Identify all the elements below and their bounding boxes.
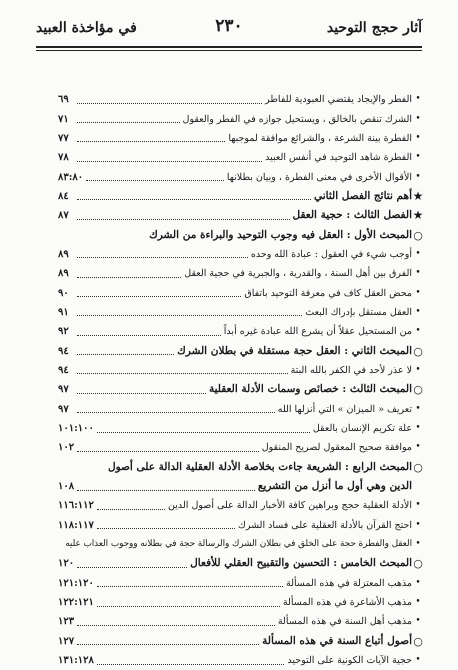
- toc-entry: [58, 535, 424, 554]
- toc-entry: [58, 380, 424, 399]
- toc-entry-title: الفطرة شاهد التوحيد في أنفس العبيد: [265, 152, 412, 164]
- dot-bullet-icon: •: [415, 655, 421, 666]
- dot-leader: [97, 605, 280, 607]
- toc-entry-page: ٩٤: [58, 345, 69, 357]
- dot-leader: [77, 295, 241, 297]
- dot-leader: [77, 624, 275, 626]
- toc-entry-title: محض العقل كاف في معرفة التوحيد باتفاق: [244, 287, 412, 299]
- toc-entry-page: ١٠٨: [58, 481, 75, 493]
- toc-entry-page: ١٢٧: [58, 635, 75, 647]
- header-divider-thin: [36, 50, 422, 51]
- dot-leader: [77, 218, 290, 220]
- dot-leader: [86, 179, 224, 181]
- toc-entry-title: المبحث الرابع : الشريعة جاءت بخلاصة الأدلة العقلية الدالة على أصول: [107, 460, 412, 473]
- dot-leader: [77, 450, 259, 452]
- toc-entry: [58, 400, 424, 419]
- toc-entry-title: أصول أتباع السنة في هذه المسألة: [262, 634, 412, 647]
- toc-entry-title: مذهب المعتزلة في هذه المسألة: [285, 577, 412, 589]
- dot-bullet-icon: •: [415, 132, 421, 143]
- dot-bullet-icon: •: [415, 326, 421, 337]
- toc-entry: [58, 129, 424, 148]
- toc-entry: [58, 187, 424, 206]
- dot-leader: [77, 372, 288, 374]
- toc-entry-title: الدين وهي أول ما أنزل من التشريع: [257, 480, 412, 493]
- dot-leader: [77, 392, 206, 394]
- toc-entry-title: الفصل الثالث : حجية العقل: [292, 209, 412, 222]
- toc-entry-title: الفطر والإيجاد يقتضي العبودية للفاطر: [265, 94, 412, 106]
- toc-entry-page: ١١٦:١١٢: [58, 500, 94, 512]
- toc-entry-title: موافقة صحيح المعقول لصريح المنقول: [261, 442, 412, 454]
- dot-bullet-icon: •: [415, 423, 421, 434]
- dot-bullet-icon: •: [415, 306, 421, 317]
- dot-bullet-icon: •: [415, 577, 421, 588]
- toc-entry: [58, 612, 424, 631]
- toc-entry-title: حجية الآيات الكونية على التوحيد: [287, 655, 412, 667]
- dot-bullet-icon: •: [415, 268, 421, 279]
- star-bullet-icon: ★: [412, 208, 424, 223]
- circle-bullet-icon: ○: [413, 557, 423, 571]
- toc-entry: [58, 90, 424, 109]
- toc-entry-page: ٨٩: [58, 268, 69, 280]
- circle-bullet-icon: ○: [413, 344, 423, 358]
- toc-entry-page: ١٣١:١٢٨: [58, 655, 94, 667]
- toc-entry-page: ١١٨:١١٧: [58, 519, 94, 531]
- dot-leader: [77, 276, 181, 278]
- toc-entry-title: الأدلة العقلية حجج وبراهين كافة الأخبار الدالة على أصول الدين: [168, 500, 412, 512]
- dot-bullet-icon: •: [415, 597, 421, 608]
- toc-entry-page: ٨٩: [58, 248, 69, 260]
- toc-entry-page: ٩١: [58, 306, 69, 318]
- toc-entry-title: المبحث الخامس : التحسين والتقبيح العقلي للأفعال: [190, 557, 412, 570]
- toc-entry-page: ٨٤: [58, 190, 69, 202]
- dot-bullet-icon: •: [415, 94, 421, 105]
- toc-entry-page: ٩٠: [58, 287, 69, 299]
- dot-leader: [77, 198, 311, 200]
- toc-entry: [58, 206, 424, 225]
- circle-bullet-icon: ○: [413, 460, 423, 474]
- toc-entry-page: ٩٧: [58, 384, 69, 396]
- dot-leader: [97, 663, 284, 665]
- dot-bullet-icon: •: [415, 442, 421, 453]
- dot-leader: [77, 314, 302, 316]
- toc-entry-title: علة تكريم الإنسان بالعقل: [312, 423, 412, 435]
- dot-leader: [97, 585, 283, 587]
- toc-entry-title: مذهب أهل السنة في هذه المسألة: [277, 616, 412, 628]
- dot-leader: [77, 643, 259, 645]
- dot-leader: [97, 527, 235, 529]
- toc-entry-page: ٨٧: [58, 210, 69, 222]
- toc-entry-page: ١٠١:١٠٠: [58, 423, 94, 435]
- toc-entry: [58, 554, 424, 573]
- toc-entry-title: مذهب الأشاعرة في هذه المسألة: [282, 597, 412, 609]
- dot-leader: [97, 508, 165, 510]
- toc-entry: [58, 322, 424, 341]
- toc-entry-title: الأقوال الأخرى في معنى الفطرة ، وبيان بطلانها: [226, 171, 412, 183]
- toc-entry-page: ٧٧: [58, 132, 69, 144]
- toc-entry: [58, 632, 424, 651]
- toc-entry-title: المبحث الأول : العقل فيه وجوب التوحيد والبراءة من الشرك: [149, 228, 412, 241]
- header-divider: [36, 46, 422, 48]
- toc-entry: [58, 477, 424, 496]
- toc-entry-title: أهم نتائج الفصل الثاني: [313, 189, 412, 202]
- dot-leader: [77, 256, 248, 258]
- toc-entry-page: ٩٧: [58, 403, 69, 415]
- dot-bullet-icon: •: [415, 171, 421, 182]
- dot-leader: [77, 353, 174, 355]
- toc-entry-title: تعريف « الميزان » التي أنزلها الله: [277, 403, 412, 415]
- dot-bullet-icon: •: [415, 616, 421, 627]
- toc-entry: [58, 245, 424, 264]
- toc-entry: [58, 148, 424, 167]
- toc-entry: [58, 264, 424, 283]
- dot-leader: [77, 140, 225, 142]
- dot-bullet-icon: •: [415, 287, 421, 298]
- toc-entry: [58, 225, 424, 244]
- toc-entry-page: ٦٩: [58, 94, 69, 106]
- dot-bullet-icon: •: [415, 539, 421, 550]
- star-bullet-icon: ★: [412, 188, 424, 203]
- dot-bullet-icon: •: [415, 364, 421, 375]
- dot-bullet-icon: •: [415, 500, 421, 511]
- toc-entry: [58, 303, 424, 322]
- circle-bullet-icon: ○: [413, 228, 423, 242]
- dot-bullet-icon: •: [415, 519, 421, 530]
- toc-entry-page: ١٢٠: [58, 558, 75, 570]
- toc-entry: [58, 167, 424, 186]
- toc-entry: [58, 341, 424, 360]
- running-title-left: في مؤاخذة العبيد: [36, 20, 137, 36]
- dot-leader: [77, 121, 180, 123]
- toc-entry-page: ٧٨: [58, 152, 69, 164]
- toc-entry-title: احتج القرآن بالأدلة العقلية على فساد الشرك: [238, 519, 412, 531]
- page-number: ٢٣٠: [215, 16, 243, 36]
- dot-bullet-icon: •: [415, 152, 421, 163]
- toc-entry-title: الفرق بين أهل السنة ، والقدرية ، والجبرية في حجية العقل: [184, 268, 412, 280]
- toc-entry-page: ٩٢: [58, 326, 69, 338]
- toc-entry-title: المبحث الثالث : خصائص وسمات الأدلة العقلية: [208, 383, 412, 396]
- circle-bullet-icon: ○: [413, 383, 423, 397]
- toc-entry-page: ٨٣:٨٠: [58, 171, 84, 183]
- toc-entry: [58, 361, 424, 380]
- toc-entry-page: ٧١: [58, 113, 69, 125]
- dot-leader: [77, 566, 187, 568]
- dot-leader: [97, 431, 310, 433]
- table-of-contents: [58, 90, 424, 667]
- toc-entry-page: ٩٤: [58, 364, 69, 376]
- toc-entry: [58, 593, 424, 612]
- circle-bullet-icon: ○: [413, 634, 423, 648]
- page-header: [36, 14, 422, 44]
- toc-entry-page: ١٢٢:١٢١: [58, 597, 94, 609]
- dot-leader: [77, 160, 262, 162]
- toc-entry: [58, 109, 424, 128]
- toc-entry: [58, 419, 424, 438]
- toc-entry: [58, 574, 424, 593]
- toc-entry-page: ١٢٣: [58, 616, 75, 628]
- dot-leader: [77, 489, 255, 491]
- toc-entry: [58, 438, 424, 457]
- dot-bullet-icon: •: [415, 113, 421, 124]
- toc-entry-title: العقل مستقل بإدراك البعث: [305, 306, 412, 318]
- toc-entry-title: الفطرة بينة الشرعة ، والشرائع موافقة لموجبها: [228, 132, 412, 144]
- dot-leader: [77, 102, 262, 104]
- toc-entry: [58, 516, 424, 535]
- dot-bullet-icon: •: [415, 403, 421, 414]
- dot-bullet-icon: •: [415, 248, 421, 259]
- toc-entry: [58, 283, 424, 302]
- toc-entry-title: أوجب شيء في العقول : عبادة الله وحده: [250, 248, 412, 260]
- toc-entry-title: المبحث الثاني : العقل حجة مستقلة في بطلان الشرك: [177, 344, 412, 357]
- toc-entry: [58, 458, 424, 477]
- toc-entry: [58, 651, 424, 670]
- dot-leader: [77, 334, 221, 336]
- toc-entry-page: ١٢١:١٢٠: [58, 577, 94, 589]
- toc-entry-page: ١٠٢: [58, 442, 75, 454]
- dot-leader: [77, 411, 275, 413]
- running-title-right: آثار حجج التوحيد: [326, 20, 422, 36]
- toc-entry-title: لا عذر لأحد في الكفر بالله البتة: [290, 364, 412, 376]
- toc-entry-title: من المستحيل عقلاً أن يشرع الله عبادة غيره أبداً: [223, 326, 412, 338]
- toc-entry-title: العقل والفطرة حجة على الخلق في بطلان الشرك والرسالة حجة في بطلانه ووجوب العذاب عليه: [65, 539, 412, 550]
- toc-entry: [58, 496, 424, 515]
- toc-entry-title: الشرك تنقص بالخالق ، ويستحيل جوازه في الفطر والعقول: [182, 113, 412, 125]
